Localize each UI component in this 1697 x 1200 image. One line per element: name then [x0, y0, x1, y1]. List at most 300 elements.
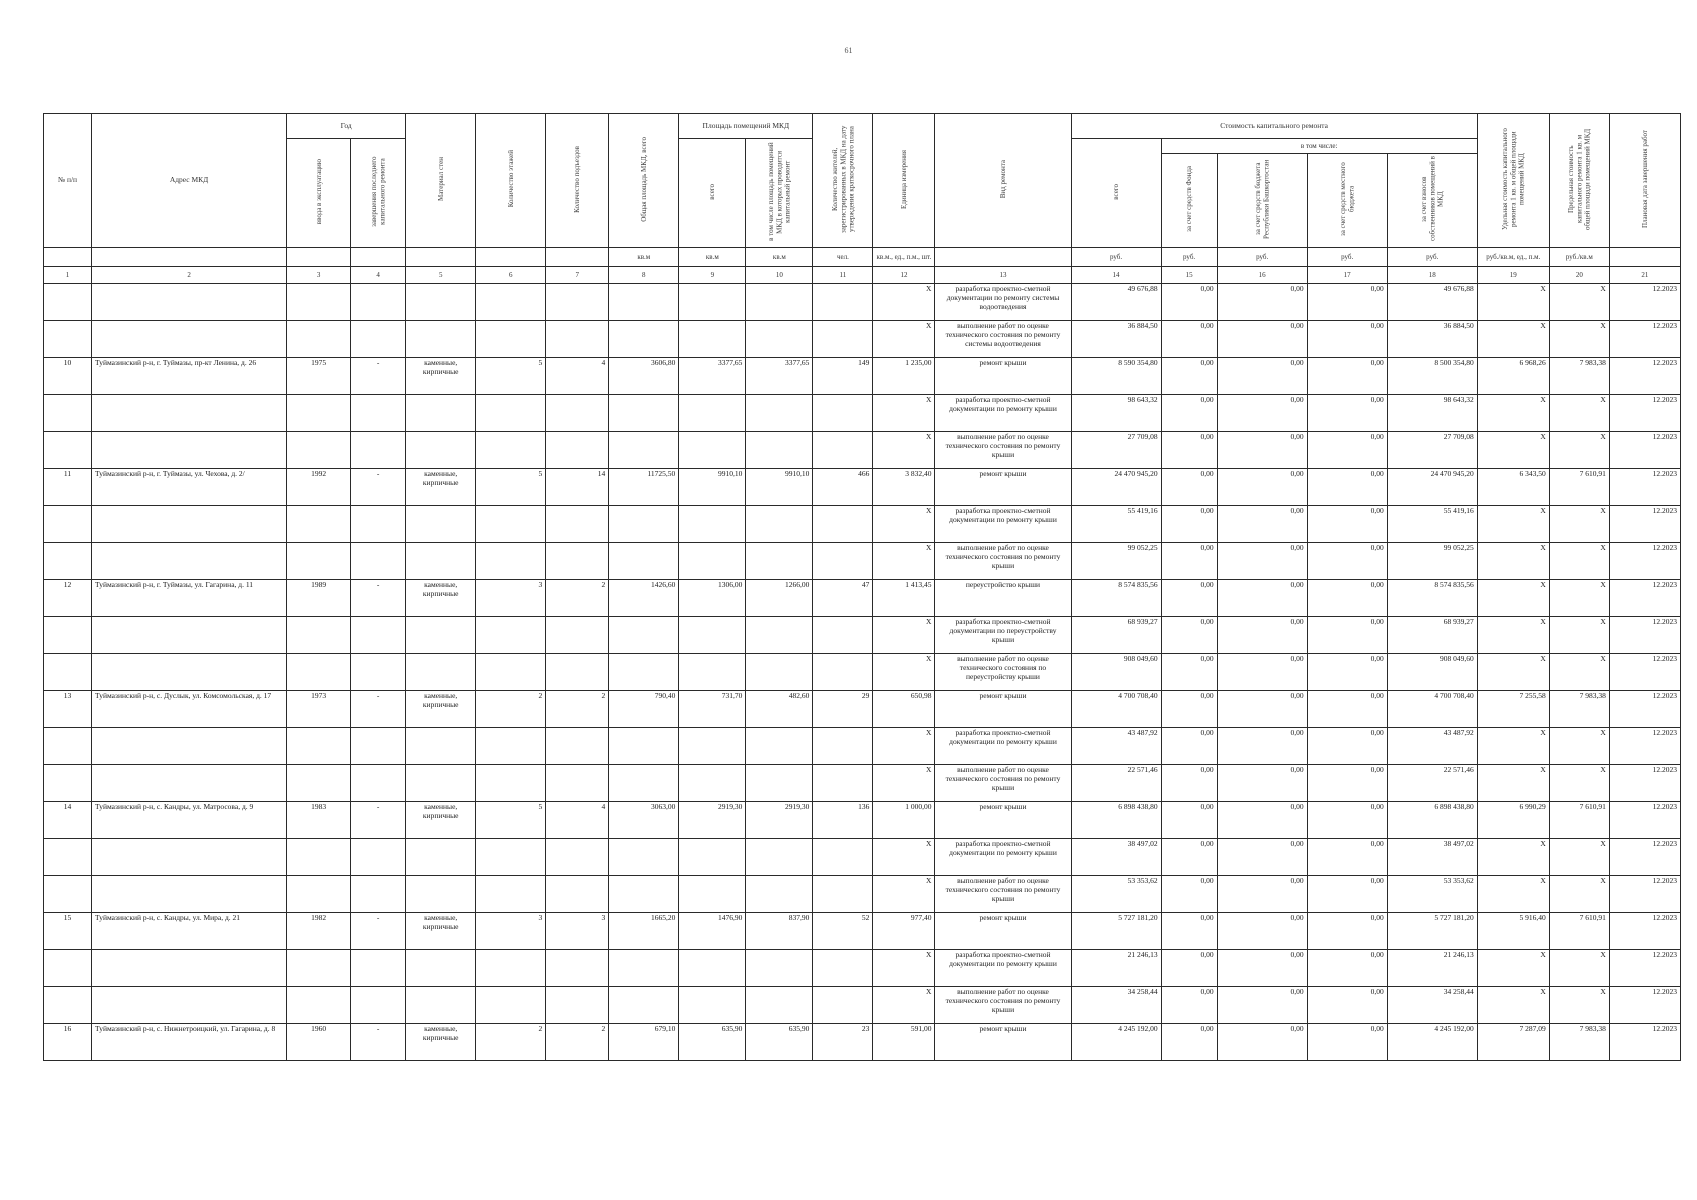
cell-premises-repair — [746, 320, 813, 357]
cell-total-area — [609, 616, 679, 653]
cell-repair-type: разработка проектно-сметной документации по ремонту крыши — [935, 505, 1071, 542]
cell-unit-cost: X — [1477, 542, 1549, 579]
cell-premises-repair: 2919,30 — [746, 801, 813, 838]
cell-floors: 3 — [476, 579, 546, 616]
cell-repair-type: разработка проектно-сметной документации по ремонту системы водоотведения — [935, 283, 1071, 320]
cell-entrances — [546, 283, 609, 320]
cell-cost-local: 0,00 — [1307, 394, 1387, 431]
header-cost-owners: за счет взносов собственников помещений в МКД — [1387, 154, 1477, 248]
cell-residents — [813, 616, 873, 653]
cell-unit-cost: 5 916,40 — [1477, 912, 1549, 949]
cell-premises-repair — [746, 542, 813, 579]
cell-quantity: X — [873, 727, 935, 764]
cell-address — [92, 727, 287, 764]
cell-address — [92, 320, 287, 357]
cell-premises-repair — [746, 283, 813, 320]
cell-address: Туймазинский р-н, г. Туймазы, ул. Гагарина, д. 11 — [92, 579, 287, 616]
cell-plan-date: 12.2023 — [1609, 690, 1680, 727]
cell-row-number — [44, 394, 92, 431]
cell-cost-total: 55 419,16 — [1071, 505, 1161, 542]
cell-entrances — [546, 838, 609, 875]
cell-year-commission — [287, 542, 351, 579]
unit-cell: руб. — [1307, 247, 1387, 266]
header-address: Адрес МКД — [92, 114, 287, 248]
cell-row-number — [44, 653, 92, 690]
cell-year-last-repair: - — [351, 579, 406, 616]
cell-year-commission — [287, 431, 351, 468]
cell-floors — [476, 986, 546, 1023]
cell-address: Туймазинский р-н, с. Кандры, ул. Мира, д. 21 — [92, 912, 287, 949]
cell-floors — [476, 431, 546, 468]
cell-repair-type: разработка проектно-сметной документации по ремонту крыши — [935, 727, 1071, 764]
cell-entrances — [546, 764, 609, 801]
cell-cost-local: 0,00 — [1307, 653, 1387, 690]
cell-plan-date: 12.2023 — [1609, 801, 1680, 838]
cell-cost-owners: 22 571,46 — [1387, 764, 1477, 801]
cell-cost-owners: 4 245 192,00 — [1387, 1023, 1477, 1060]
cell-quantity: 977,40 — [873, 912, 935, 949]
cell-year-last-repair — [351, 616, 406, 653]
cell-wall-material: каменные, кирпичные — [406, 801, 476, 838]
capital-repair-table — [43, 113, 1681, 1061]
cell-quantity: X — [873, 838, 935, 875]
cell-unit-cost: 7 255,58 — [1477, 690, 1549, 727]
cell-cost-total: 24 470 945,20 — [1071, 468, 1161, 505]
cell-wall-material: каменные, кирпичные — [406, 1023, 476, 1060]
cell-address — [92, 764, 287, 801]
cell-total-area: 3063,00 — [609, 801, 679, 838]
column-number: 18 — [1387, 266, 1477, 283]
unit-cell: кв.м — [609, 247, 679, 266]
cell-cost-total: 4 245 192,00 — [1071, 1023, 1161, 1060]
cell-plan-date: 12.2023 — [1609, 986, 1680, 1023]
unit-cell: руб. — [1161, 247, 1217, 266]
cell-cost-total: 27 709,08 — [1071, 431, 1161, 468]
cell-cost-fund: 0,00 — [1161, 320, 1217, 357]
cell-cost-local: 0,00 — [1307, 431, 1387, 468]
cell-unit-cost: X — [1477, 875, 1549, 912]
cell-row-number — [44, 764, 92, 801]
cell-cost-republic: 0,00 — [1217, 357, 1307, 394]
cell-wall-material — [406, 616, 476, 653]
cell-cost-republic: 0,00 — [1217, 320, 1307, 357]
cell-year-commission — [287, 505, 351, 542]
cell-cost-owners: 5 727 181,20 — [1387, 912, 1477, 949]
cell-address: Туймазинский р-н, г. Туймазы, ул. Чехова, д. 2/ — [92, 468, 287, 505]
cell-quantity: X — [873, 764, 935, 801]
cell-repair-type: ремонт крыши — [935, 468, 1071, 505]
cell-entrances — [546, 727, 609, 764]
header-plan-date: Плановая дата завершения работ — [1609, 114, 1680, 248]
cell-entrances — [546, 431, 609, 468]
cell-wall-material: каменные, кирпичные — [406, 579, 476, 616]
cell-cost-local: 0,00 — [1307, 1023, 1387, 1060]
cell-unit-cost: 6 968,26 — [1477, 357, 1549, 394]
column-number: 20 — [1549, 266, 1609, 283]
cell-quantity: 1 235,00 — [873, 357, 935, 394]
cell-row-number — [44, 542, 92, 579]
cell-year-last-repair — [351, 431, 406, 468]
cell-cost-fund: 0,00 — [1161, 505, 1217, 542]
cell-total-area — [609, 283, 679, 320]
cell-cost-owners: 27 709,08 — [1387, 431, 1477, 468]
column-number: 9 — [679, 266, 746, 283]
header-wall-material: Материал стен — [406, 114, 476, 248]
cell-repair-type: ремонт крыши — [935, 801, 1071, 838]
cell-cost-republic: 0,00 — [1217, 542, 1307, 579]
cell-wall-material — [406, 394, 476, 431]
cell-residents: 23 — [813, 1023, 873, 1060]
cell-cost-local: 0,00 — [1307, 542, 1387, 579]
cell-total-area: 3606,80 — [609, 357, 679, 394]
cell-unit-cost: X — [1477, 653, 1549, 690]
cell-cost-fund: 0,00 — [1161, 542, 1217, 579]
column-number: 8 — [609, 266, 679, 283]
cell-year-commission: 1973 — [287, 690, 351, 727]
cell-residents — [813, 986, 873, 1023]
cell-entrances: 2 — [546, 1023, 609, 1060]
cell-wall-material — [406, 838, 476, 875]
header-floors: Количество этажей — [476, 114, 546, 248]
cell-total-area: 1665,20 — [609, 912, 679, 949]
unit-cell: кв.м — [679, 247, 746, 266]
cell-cost-total: 38 497,02 — [1071, 838, 1161, 875]
cell-cost-republic: 0,00 — [1217, 690, 1307, 727]
cell-plan-date: 12.2023 — [1609, 431, 1680, 468]
cell-premises-repair — [746, 986, 813, 1023]
cell-cost-fund: 0,00 — [1161, 912, 1217, 949]
column-number: 5 — [406, 266, 476, 283]
cell-residents — [813, 542, 873, 579]
cell-floors — [476, 320, 546, 357]
cell-total-area — [609, 949, 679, 986]
cell-max-cost: 7 983,38 — [1549, 357, 1609, 394]
cell-unit-cost: X — [1477, 616, 1549, 653]
cell-plan-date: 12.2023 — [1609, 653, 1680, 690]
unit-cell — [546, 247, 609, 266]
cell-floors — [476, 542, 546, 579]
cell-floors: 5 — [476, 468, 546, 505]
cell-cost-fund: 0,00 — [1161, 764, 1217, 801]
cell-row-number — [44, 949, 92, 986]
cell-repair-type: разработка проектно-сметной документации по ремонту крыши — [935, 838, 1071, 875]
cell-plan-date: 12.2023 — [1609, 394, 1680, 431]
cell-cost-total: 8 574 835,56 — [1071, 579, 1161, 616]
cell-quantity: X — [873, 542, 935, 579]
cell-floors — [476, 394, 546, 431]
cell-cost-owners: 4 700 708,40 — [1387, 690, 1477, 727]
cell-cost-fund: 0,00 — [1161, 801, 1217, 838]
cell-entrances — [546, 653, 609, 690]
cell-total-area — [609, 764, 679, 801]
cell-year-last-repair — [351, 764, 406, 801]
cell-cost-republic: 0,00 — [1217, 283, 1307, 320]
cell-premises-repair — [746, 616, 813, 653]
cell-unit-cost: X — [1477, 764, 1549, 801]
cell-floors: 3 — [476, 912, 546, 949]
cell-max-cost: X — [1549, 431, 1609, 468]
cell-wall-material — [406, 320, 476, 357]
table-row — [44, 468, 1681, 505]
cell-premises-total — [679, 616, 746, 653]
cell-cost-local: 0,00 — [1307, 468, 1387, 505]
cell-total-area — [609, 986, 679, 1023]
unit-cell: чел. — [813, 247, 873, 266]
cell-wall-material — [406, 505, 476, 542]
cell-quantity: X — [873, 949, 935, 986]
cell-address — [92, 394, 287, 431]
cell-row-number: 11 — [44, 468, 92, 505]
cell-plan-date: 12.2023 — [1609, 616, 1680, 653]
cell-repair-type: разработка проектно-сметной документации по ремонту крыши — [935, 949, 1071, 986]
cell-cost-republic: 0,00 — [1217, 764, 1307, 801]
cell-quantity: X — [873, 431, 935, 468]
cell-max-cost: 7 983,38 — [1549, 1023, 1609, 1060]
cell-year-last-repair — [351, 283, 406, 320]
cell-max-cost: X — [1549, 949, 1609, 986]
cell-quantity: 650,98 — [873, 690, 935, 727]
cell-cost-republic: 0,00 — [1217, 1023, 1307, 1060]
cell-row-number: 12 — [44, 579, 92, 616]
header-max-cost: Предельная стоимость капитального ремонта 1 кв. м общей площади помещений МКД — [1549, 114, 1609, 248]
cell-cost-owners: 8 574 835,56 — [1387, 579, 1477, 616]
cell-total-area — [609, 394, 679, 431]
cell-premises-total: 3377,65 — [679, 357, 746, 394]
cell-total-area — [609, 727, 679, 764]
table-body — [44, 283, 1681, 1060]
header-year-last-repair: завершения последнего капитального ремонта — [351, 139, 406, 248]
header-including: в том числе: — [1161, 139, 1477, 154]
cell-max-cost: X — [1549, 320, 1609, 357]
header-repair-type: Вид ремонта — [935, 114, 1071, 248]
cell-quantity: X — [873, 616, 935, 653]
cell-floors — [476, 616, 546, 653]
cell-cost-total: 21 246,13 — [1071, 949, 1161, 986]
cell-cost-owners: 24 470 945,20 — [1387, 468, 1477, 505]
cell-floors — [476, 727, 546, 764]
cell-row-number: 15 — [44, 912, 92, 949]
cell-repair-type: выполнение работ по оценке технического состояния по ремонту крыши — [935, 431, 1071, 468]
cell-plan-date: 12.2023 — [1609, 838, 1680, 875]
cell-max-cost: 7 610,91 — [1549, 801, 1609, 838]
cell-row-number — [44, 875, 92, 912]
cell-unit-cost: 6 990,29 — [1477, 801, 1549, 838]
header-cost-republic: за счет средств бюджета Республики Башкортостан — [1217, 154, 1307, 248]
header-cost-local: за счет средств местного бюджета — [1307, 154, 1387, 248]
cell-premises-repair: 482,60 — [746, 690, 813, 727]
table-row — [44, 320, 1681, 357]
cell-entrances — [546, 320, 609, 357]
cell-year-commission: 1992 — [287, 468, 351, 505]
cell-repair-type: ремонт крыши — [935, 912, 1071, 949]
cell-quantity: 591,00 — [873, 1023, 935, 1060]
header-cost-fund: за счет средств Фонда — [1161, 154, 1217, 248]
table-row — [44, 1023, 1681, 1060]
cell-cost-fund: 0,00 — [1161, 727, 1217, 764]
cell-cost-local: 0,00 — [1307, 579, 1387, 616]
unit-cell — [406, 247, 476, 266]
cell-cost-total: 49 676,88 — [1071, 283, 1161, 320]
cell-residents — [813, 838, 873, 875]
cell-quantity: 1 413,45 — [873, 579, 935, 616]
cell-wall-material — [406, 542, 476, 579]
cell-plan-date: 12.2023 — [1609, 357, 1680, 394]
cell-entrances — [546, 542, 609, 579]
column-number: 13 — [935, 266, 1071, 283]
cell-premises-total: 1306,00 — [679, 579, 746, 616]
units-row — [44, 247, 1681, 266]
cell-year-commission — [287, 727, 351, 764]
cell-cost-republic: 0,00 — [1217, 468, 1307, 505]
cell-cost-owners: 34 258,44 — [1387, 986, 1477, 1023]
header-residents: Количество жителей, зарегистрированных в МКД на дату утверждения краткосрочного плана — [813, 114, 873, 248]
header-no: № п/п — [44, 114, 92, 248]
table-row — [44, 727, 1681, 764]
cell-cost-owners: 53 353,62 — [1387, 875, 1477, 912]
cell-cost-republic: 0,00 — [1217, 431, 1307, 468]
cell-row-number: 16 — [44, 1023, 92, 1060]
cell-premises-total — [679, 986, 746, 1023]
cell-row-number: 13 — [44, 690, 92, 727]
cell-quantity: X — [873, 320, 935, 357]
cell-address — [92, 653, 287, 690]
cell-plan-date: 12.2023 — [1609, 320, 1680, 357]
cell-max-cost: X — [1549, 579, 1609, 616]
cell-premises-repair — [746, 949, 813, 986]
cell-cost-local: 0,00 — [1307, 949, 1387, 986]
cell-cost-local: 0,00 — [1307, 986, 1387, 1023]
cell-wall-material: каменные, кирпичные — [406, 912, 476, 949]
cell-cost-fund: 0,00 — [1161, 838, 1217, 875]
cell-cost-republic: 0,00 — [1217, 653, 1307, 690]
cell-year-commission — [287, 949, 351, 986]
table-row — [44, 431, 1681, 468]
cell-residents: 52 — [813, 912, 873, 949]
cell-cost-republic: 0,00 — [1217, 579, 1307, 616]
unit-cell: кв.м — [746, 247, 813, 266]
cell-year-commission — [287, 653, 351, 690]
cell-wall-material: каменные, кирпичные — [406, 357, 476, 394]
cell-year-last-repair — [351, 394, 406, 431]
cell-address: Туймазинский р-н, с. Дуслык, ул. Комсомольская, д. 17 — [92, 690, 287, 727]
cell-plan-date: 12.2023 — [1609, 505, 1680, 542]
cell-address: Туймазинский р-н, г. Туймазы, пр-кт Ленина, д. 26 — [92, 357, 287, 394]
cell-premises-total — [679, 875, 746, 912]
table-row — [44, 986, 1681, 1023]
cell-premises-total — [679, 949, 746, 986]
cell-max-cost: X — [1549, 542, 1609, 579]
unit-cell: руб. — [1217, 247, 1307, 266]
cell-cost-republic: 0,00 — [1217, 801, 1307, 838]
cell-plan-date: 12.2023 — [1609, 912, 1680, 949]
cell-residents: 47 — [813, 579, 873, 616]
cell-residents: 136 — [813, 801, 873, 838]
cell-total-area — [609, 653, 679, 690]
cell-cost-fund: 0,00 — [1161, 394, 1217, 431]
cell-wall-material — [406, 431, 476, 468]
cell-year-commission: 1983 — [287, 801, 351, 838]
cell-cost-republic: 0,00 — [1217, 949, 1307, 986]
table-row — [44, 801, 1681, 838]
cell-premises-repair: 3377,65 — [746, 357, 813, 394]
cell-year-commission: 1989 — [287, 579, 351, 616]
cell-row-number — [44, 283, 92, 320]
cell-address: Туймазинский р-н, с. Кандры, ул. Матросова, д. 9 — [92, 801, 287, 838]
header-entrances: Количество подъездов — [546, 114, 609, 248]
column-number: 12 — [873, 266, 935, 283]
cell-cost-total: 43 487,92 — [1071, 727, 1161, 764]
cell-plan-date: 12.2023 — [1609, 468, 1680, 505]
cell-wall-material — [406, 727, 476, 764]
cell-repair-type: разработка проектно-сметной документации по переустройству крыши — [935, 616, 1071, 653]
cell-max-cost: X — [1549, 838, 1609, 875]
cell-unit-cost: X — [1477, 394, 1549, 431]
cell-total-area: 1426,60 — [609, 579, 679, 616]
cell-max-cost: 7 983,38 — [1549, 690, 1609, 727]
header-premises-residential: в том числе площадь помещений МКД в которых проводится капитальный ремонт — [746, 139, 813, 248]
cell-total-area — [609, 431, 679, 468]
cell-cost-fund: 0,00 — [1161, 949, 1217, 986]
cell-floors: 5 — [476, 357, 546, 394]
cell-repair-type: выполнение работ по оценке технического состояния по ремонту крыши — [935, 764, 1071, 801]
cell-floors — [476, 838, 546, 875]
cell-quantity: 1 000,00 — [873, 801, 935, 838]
cell-premises-total — [679, 394, 746, 431]
cell-address — [92, 542, 287, 579]
cell-cost-fund: 0,00 — [1161, 468, 1217, 505]
cell-cost-fund: 0,00 — [1161, 431, 1217, 468]
cell-plan-date: 12.2023 — [1609, 1023, 1680, 1060]
table-row — [44, 764, 1681, 801]
header-unit-measure: Единица измерения — [873, 114, 935, 248]
table-row — [44, 949, 1681, 986]
cell-year-last-repair: - — [351, 357, 406, 394]
cell-cost-total: 98 643,32 — [1071, 394, 1161, 431]
cell-floors: 2 — [476, 690, 546, 727]
cell-address — [92, 616, 287, 653]
cell-cost-total: 8 590 354,80 — [1071, 357, 1161, 394]
cell-floors: 5 — [476, 801, 546, 838]
cell-year-last-repair — [351, 875, 406, 912]
cell-premises-total — [679, 283, 746, 320]
cell-premises-total: 1476,90 — [679, 912, 746, 949]
table-row — [44, 283, 1681, 320]
cell-total-area — [609, 542, 679, 579]
table-row — [44, 616, 1681, 653]
table-row — [44, 875, 1681, 912]
cell-total-area — [609, 875, 679, 912]
cell-unit-cost: X — [1477, 727, 1549, 764]
cell-max-cost: 7 610,91 — [1549, 468, 1609, 505]
cell-max-cost: 7 610,91 — [1549, 912, 1609, 949]
unit-cell: руб./кв.м, ед., п.м. — [1477, 247, 1549, 266]
cell-premises-repair — [746, 431, 813, 468]
cell-repair-type: ремонт крыши — [935, 357, 1071, 394]
cell-row-number: 14 — [44, 801, 92, 838]
cell-premises-total — [679, 727, 746, 764]
unit-cell: руб./кв.м — [1549, 247, 1609, 266]
cell-floors — [476, 949, 546, 986]
cell-address — [92, 949, 287, 986]
cell-cost-owners: 98 643,32 — [1387, 394, 1477, 431]
cell-address — [92, 505, 287, 542]
cell-premises-total: 635,90 — [679, 1023, 746, 1060]
column-number: 2 — [92, 266, 287, 283]
cell-year-commission: 1960 — [287, 1023, 351, 1060]
cell-cost-local: 0,00 — [1307, 357, 1387, 394]
cell-year-commission — [287, 764, 351, 801]
cell-quantity: X — [873, 505, 935, 542]
